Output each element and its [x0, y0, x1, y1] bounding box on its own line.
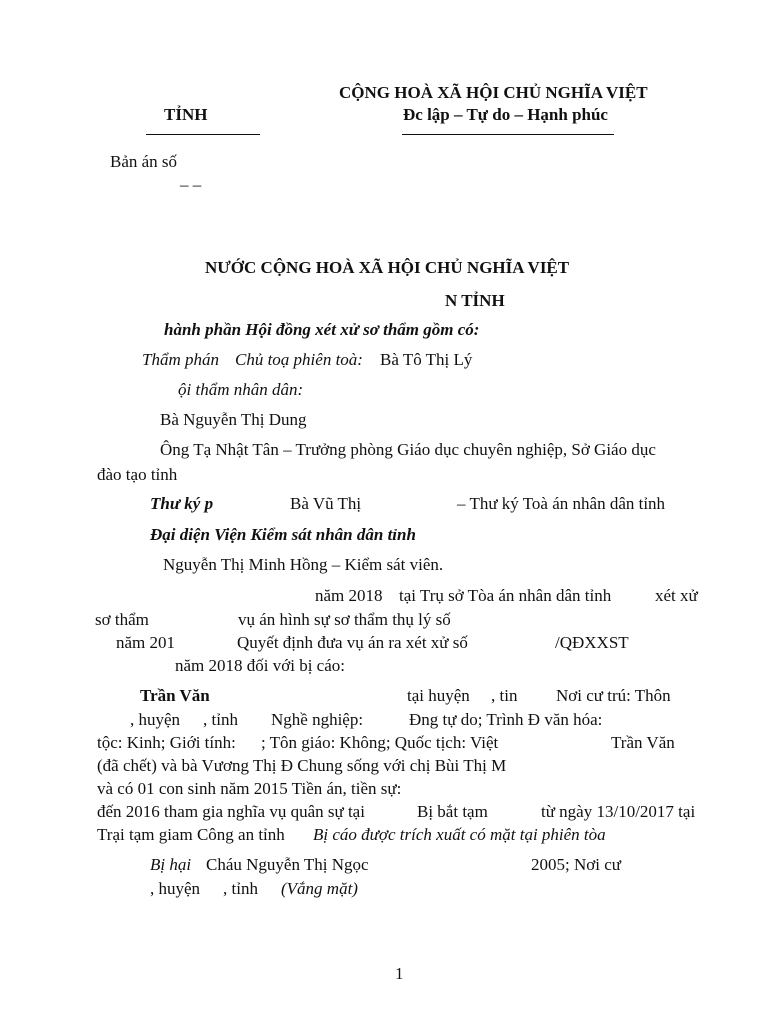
defendant-line2-province: , tỉnh: [203, 710, 238, 729]
session-line1-date: năm 2018: [315, 586, 383, 605]
session-line3-code: /QĐXXST: [555, 633, 629, 652]
victim-absent: (Vắng mặt): [281, 879, 358, 898]
session-line3-decision: Quyết định đưa vụ án ra xét xử số: [237, 633, 468, 652]
defendant-line3-religion: ; Tôn giáo: Không; Quốc tịch: Việt: [261, 733, 499, 752]
defendant-line6-military: đến 2016 tham gia nghĩa vụ quân sự tại: [97, 802, 365, 821]
victim-year: 2005; Nơi cư: [531, 855, 621, 874]
assessors-label: ội thẩm nhân dân:: [178, 380, 304, 399]
case-number-label: Bản án số: [110, 152, 178, 171]
defendant-line4: (đã chết) và bà Vương Thị Đ Chung sống với chị Bùi Thị M: [97, 756, 507, 775]
victim-label: Bị hại: [150, 855, 192, 874]
defendant-line7-presence: Bị cáo được trích xuất có mặt tại phiên tòa: [313, 825, 606, 844]
motto: Đc lập – Tự do – Hạnh phúc: [403, 105, 608, 124]
session-line2-first: sơ thẩm: [95, 610, 149, 629]
clerk-name: Bà Vũ Thị: [290, 494, 362, 513]
province-underline: [146, 134, 260, 135]
session-line1-trial: xét xử: [655, 586, 698, 605]
province-heading: TỈNH: [164, 105, 208, 124]
defendant-line7-detention: Trại tạm giam Công an tỉnh: [97, 825, 285, 844]
motto-underline: [402, 134, 614, 135]
panel-heading: hành phần Hội đồng xét xử sơ thẩm gồm có:: [164, 320, 480, 339]
document-title: NƯỚC CỘNG HOÀ XÃ HỘI CHỦ NGHĨA VIỆT: [205, 258, 570, 277]
assessor-2-line2: đào tạo tỉnh: [97, 465, 178, 484]
defendant-line2-district: , huyện: [130, 710, 181, 729]
session-line1-place: tại Trụ sở Tòa án nhân dân tỉnh: [399, 586, 612, 605]
defendant-name: Trần Văn: [140, 686, 210, 705]
session-line2-case: vụ án hình sự sơ thẩm thụ lý số: [238, 610, 451, 629]
judge-name: Bà Tô Thị Lý: [380, 350, 473, 369]
procuracy-label: Đại diện Viện Kiểm sát nhân dân tỉnh: [150, 525, 416, 544]
defendant-line6-arrest: Bị bắt tạm: [417, 802, 488, 821]
victim-line2-district: , huyện: [150, 879, 201, 898]
session-line3-year: năm 201: [116, 633, 176, 652]
page-number: 1: [395, 964, 404, 983]
clerk-role: – Thư ký Toà án nhân dân tỉnh: [457, 494, 666, 513]
case-number-dashes: – –: [180, 175, 202, 194]
session-line4: năm 2018 đối với bị cáo:: [175, 656, 345, 675]
defendant-line1-residence: Nơi cư trú: Thôn: [556, 686, 671, 705]
defendant-line3-father: Trần Văn: [611, 733, 675, 752]
judge-role: Chủ toạ phiên toà:: [235, 350, 363, 369]
judge-label: Thẩm phán: [142, 350, 219, 369]
defendant-line6-date: từ ngày 13/10/2017 tại: [541, 802, 696, 821]
defendant-line2-occupation: Đng tự do; Trình Đ văn hóa:: [409, 710, 603, 729]
assessor-2-line1: Ông Tạ Nhật Tân – Trưởng phòng Giáo dục chuyên nghiệp, Sở Giáo dục: [160, 440, 656, 459]
victim-line2-province: , tỉnh: [223, 879, 258, 898]
republic-heading: CỘNG HOÀ XÃ HỘI CHỦ NGHĨA VIỆT: [339, 83, 648, 102]
defendant-line5: và có 01 con sinh năm 2015 Tiền án, tiền sự:: [97, 779, 402, 798]
clerk-label: Thư ký p: [150, 494, 214, 513]
defendant-line3-ethnicity: tộc: Kinh; Giới tính:: [97, 733, 236, 752]
victim-name: Cháu Nguyễn Thị Ngọc: [206, 855, 369, 874]
court-name: N TỈNH: [445, 291, 505, 310]
defendant-line1-province: , tin: [491, 686, 518, 705]
assessor-1: Bà Nguyễn Thị Dung: [160, 410, 307, 429]
defendant-line2-occupation-label: Nghề nghiệp:: [271, 710, 364, 729]
prosecutor: Nguyễn Thị Minh Hồng – Kiểm sát viên.: [163, 555, 444, 574]
defendant-line1-district: tại huyện: [407, 686, 470, 705]
